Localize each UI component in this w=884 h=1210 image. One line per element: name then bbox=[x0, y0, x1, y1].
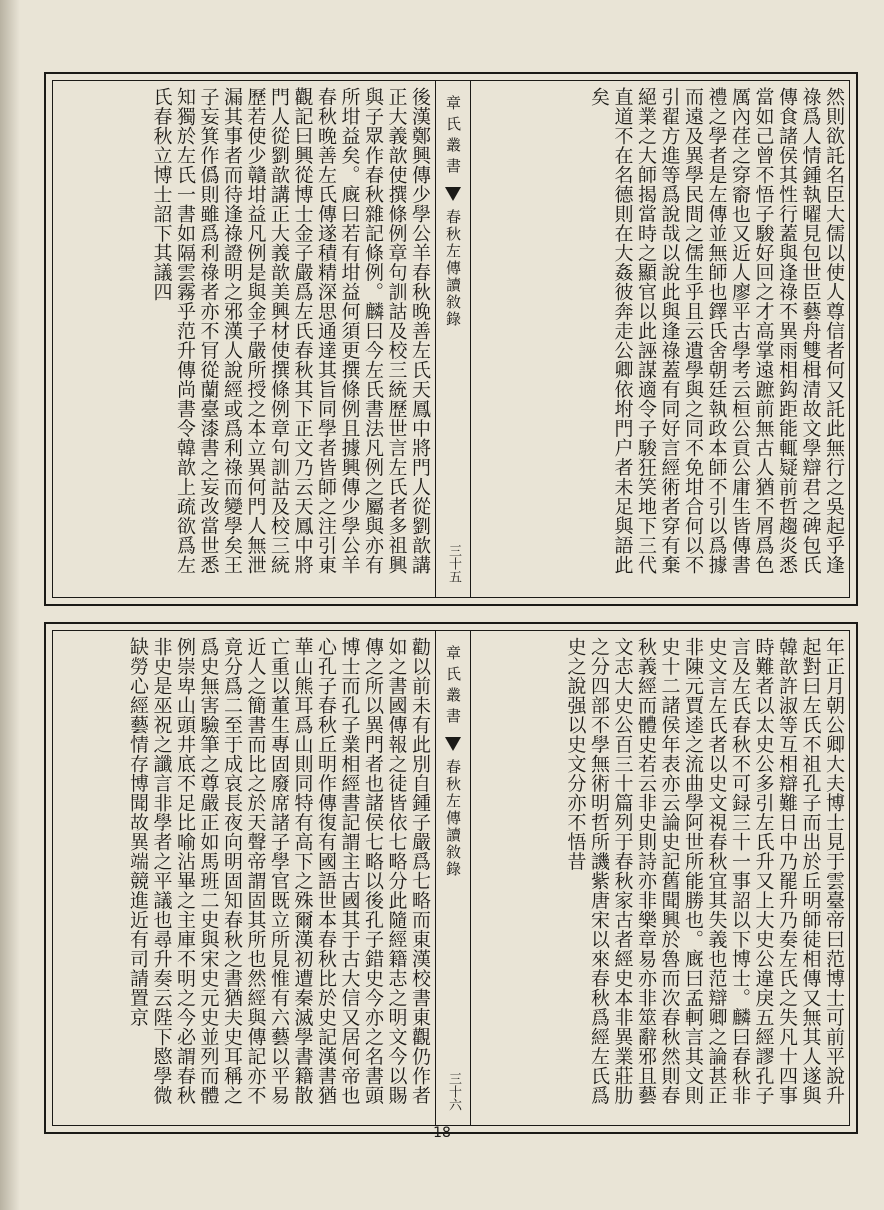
top-book-title: 春秋左傳讀敘錄 bbox=[444, 209, 462, 328]
bottom-page-inner-frame bbox=[52, 630, 850, 1126]
bottom-book-title: 春秋左傳讀敘錄 bbox=[444, 759, 462, 878]
bottom-leaf-number: 三十六 bbox=[446, 1072, 461, 1111]
page-number: 18 bbox=[433, 1125, 451, 1141]
top-left-text-block: 後漢鄭興傳少學公羊春秋晚善左氏天鳳中將門人從劉歆講正大義歆使撰條例章句訓詁及校三統歷世言左氏者多祖興與子眾作春秋雜記條例。麟曰今左氏書法凡例之屬與亦有所坩益矣。廐曰若有坩益何須更撰條例且據興傳少學公羊春秋晚善左氏傳遂積精深思通達其旨同學者皆師之注引東觀記曰興從博士金子嚴爲左氏春秋其下正文乃云天鳳中將門人從劉歆講正大義歆美興材使撰條例章句訓詁及校三統歷若使少贛坩益凡例是與金子嚴所授之本立異何門人無泄漏其事者而待逢祿證明之邪漢人說經或爲利祿而變學矣王子妄箕作僞則雖爲利祿者亦不肎從蘭臺漆書之妄改當世悉知獨於左氏一書如隔雲霧乎范升傳尚書令韓歆上疏欲爲左氏春秋立博士詔下其議四 bbox=[150, 87, 431, 575]
top-leaf-number: 三十五 bbox=[446, 544, 461, 583]
top-center-column bbox=[435, 81, 471, 597]
top-fish-tail-mark bbox=[445, 187, 461, 201]
bottom-fish-tail-mark bbox=[445, 737, 461, 751]
top-page-frame bbox=[44, 72, 858, 606]
bottom-page-frame bbox=[44, 622, 858, 1134]
bottom-left-text-block: 勸以前未有此別自鍾子嚴爲七略而東漢校書東觀仍作者如之書國傳報之徒皆依七略分此隨經籍志之明文今以賜傳之所以異門者也諸侯七略以後孔子錯史今亦之名書頭博士而孔子業相經書記謂主古國其于古大信又居何帝也心孔子春秋丘明作傳復有國語世本春秋比於史記漢書猶華山熊耳爲山則同特有高下之殊爾漢初遭秦滅學書籍散亡重以董生專固廢席諸子學官既立所見惟有六藝以平易近人之簡書而比之於天聲帝謂固其所也然經與傳記亦不竟分爲二至于成哀長夜向明固知春秋之書猶夫史耳稱之爲史無害驗筆之尊嚴正如馬班二史與宋史元史並列而體例崇卑山頭井底不足比喻沾畢之主庫不明之今必謂春秋非史是巫祝之讖言非學者之平議也尋升奏云陛下愍學微缺勞心經藝情存博聞故異端競進近有司請置京 bbox=[127, 637, 431, 1105]
bottom-center-column bbox=[435, 631, 471, 1125]
top-right-text-block: 然則欲託名臣大儒以使人尊信者何又託此無行之吳起乎逢祿爲人情鍾執曜見包世臣藝舟雙楫清故文學辯君之碑包氏傳食諸侯其性行蓋與逢祿不異雨相鈎距能輒疑前哲趨炎悉當如己曾不悟子駿好回之才高掌遠蹠前無古人猶不屑爲色厲內荏之穿窬也又近人廖平古學考云桓公貢公庸生皆傳書禮之學者是左傳並無師也鐸氏舍朝廷執政本師不引以爲據而遠及異學民間之儒生乎且云遺學與之同不免坩合何以不引翟方進等爲說哉以說此與逢祿蓋有同好言經術者穿有棄絕業之大師揭當時之顯官以此誣謀適令子駿狂笑地下三代直道不在名德則在大姦彼奔走公卿依坿門户者未足與語此矣 bbox=[588, 87, 845, 575]
bottom-right-text-block: 年正月朝公卿大夫博士見于雲臺帝曰范博士可前平說升起對曰左氏不祖孔子而出於丘明師徒相傳又無其人遂與韓歆許淑等互相辯難日中乃罷升乃奏左氏之失凡十四事時難者以太史公多引左氏升又上大史公違戾五經謬孔子言及左氏春秋不可録三十一事詔以下博士。麟曰春秋非史文言左氏者以史文視春秋宜其失義也范辯卿之論甚正非陳元賈逵之流曲學阿世所能勝也。廐曰孟軻言其文則史十二諸侯年表亦云論史記舊聞興於魯而次春秋然則春秋義經而體史若云非史則詩亦非樂章易亦非筮辭邪且藝文志大史公百三十篇列于春秋家古者經史本非異業莊肋之分四部不學無術明哲所譏紫唐宋以來春秋爲經左氏爲史之說强以史文分亦不悟昔 bbox=[564, 637, 845, 1105]
bottom-series-title: 章氏叢書 bbox=[444, 645, 462, 729]
top-page-inner-frame bbox=[52, 80, 850, 598]
book-gutter-shadow bbox=[0, 0, 20, 1210]
top-series-title: 章氏叢書 bbox=[444, 95, 462, 179]
